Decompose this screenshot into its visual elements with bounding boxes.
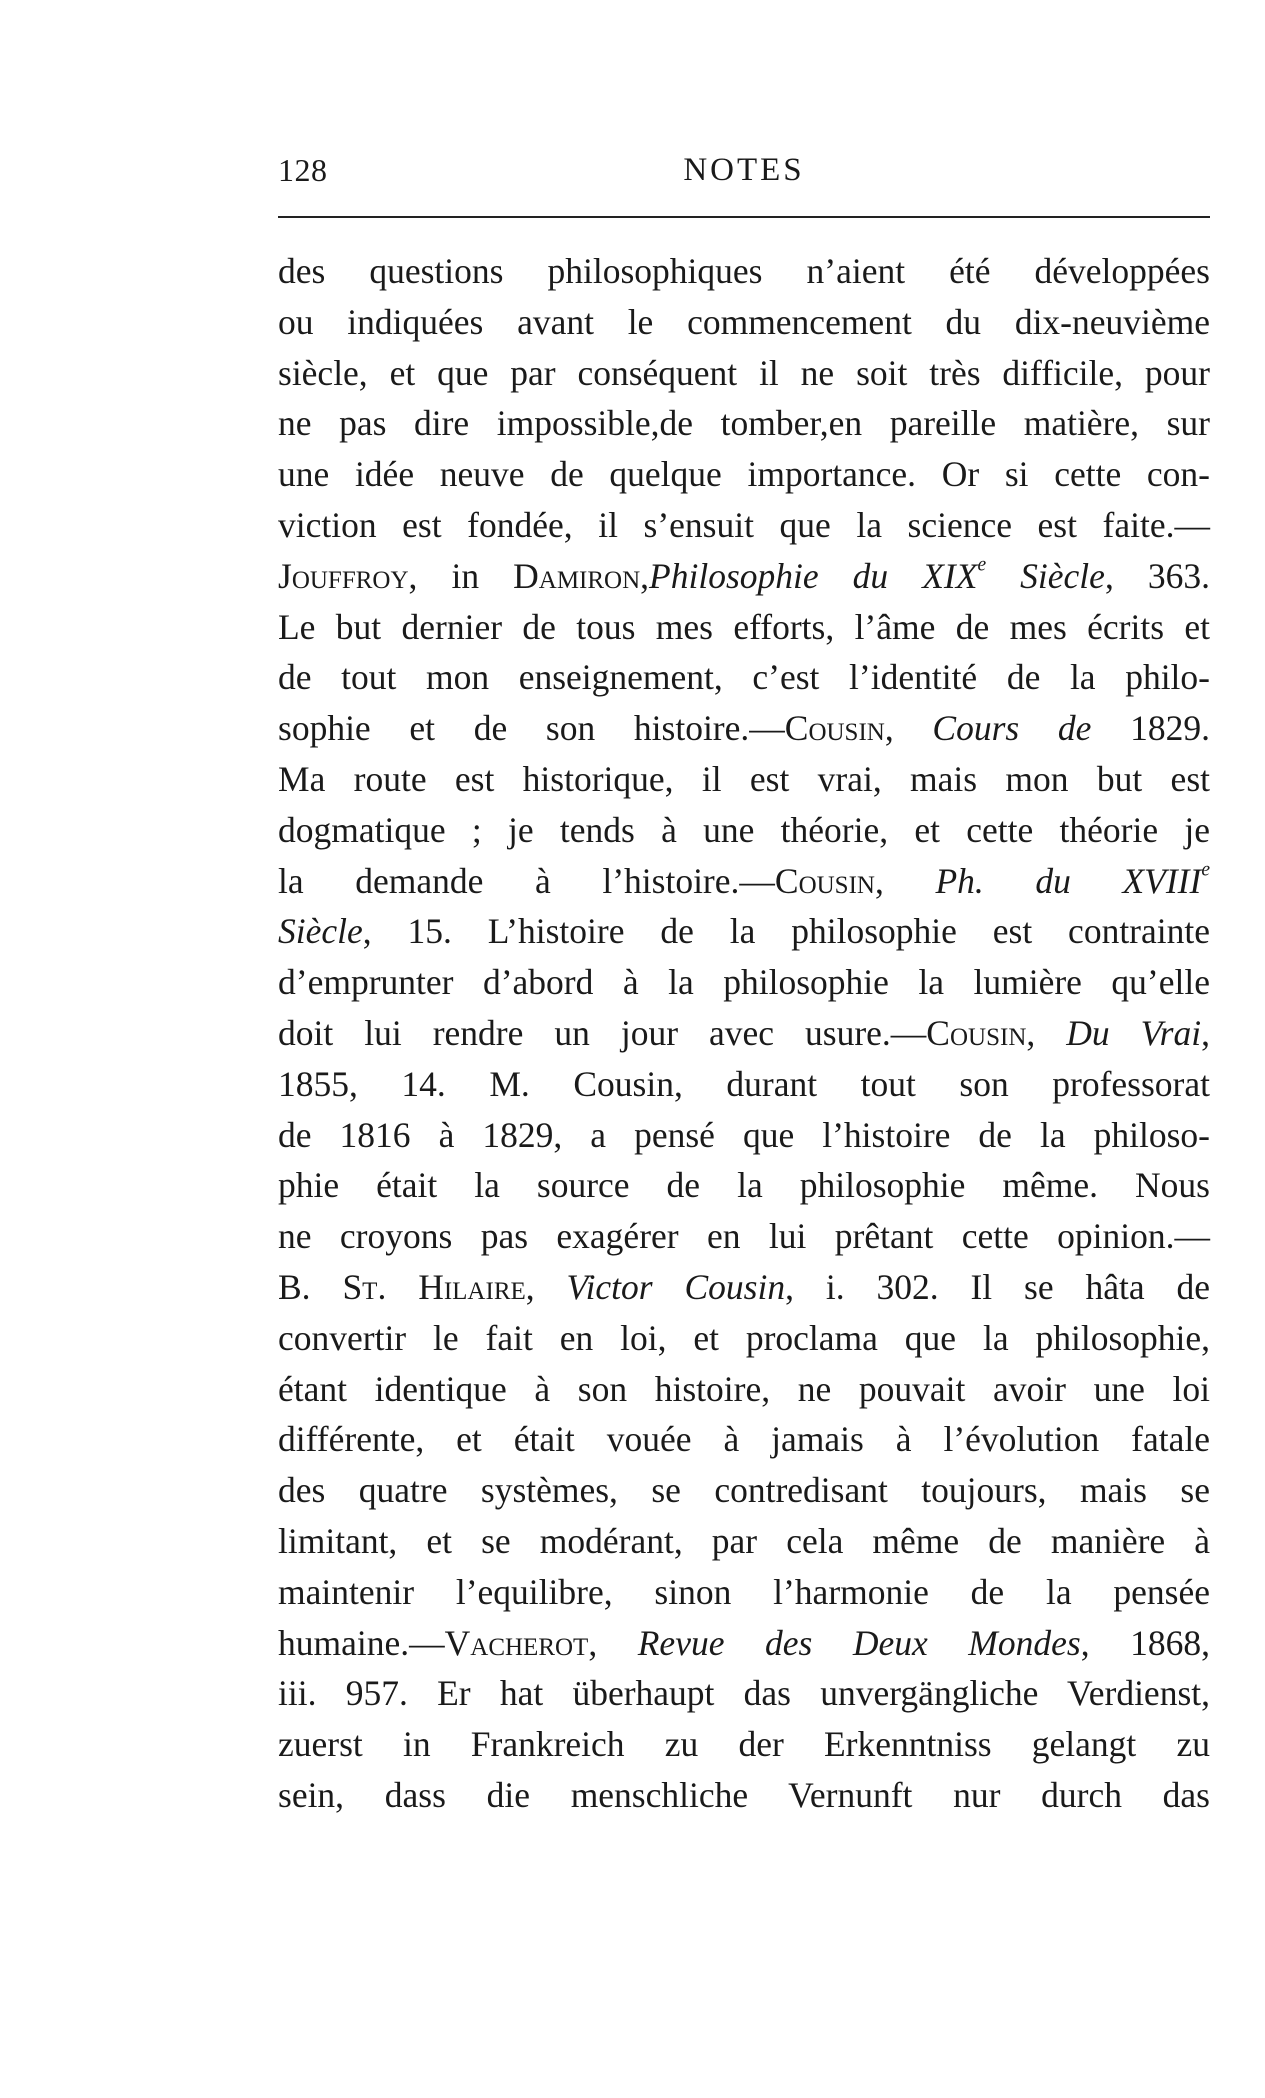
text-fragment: , [640,555,650,596]
text-fragment: , [588,1622,638,1663]
text-fragment: sophie et de son histoire.— [278,708,785,749]
text-line [278,1262,1210,1313]
text-line: siècle, et que par conséquent il ne soit très difficile, pour [278,352,1210,393]
text-fragment: , [874,860,936,901]
superscript: e [977,554,987,576]
running-head: NOTES [683,152,805,188]
work-title: Victor Cousin [566,1266,786,1307]
text-line [278,1618,1210,1669]
page-number: 128 [278,152,328,188]
text-line: différente, et était vouée à jamais à l’évolution fatale [278,1419,1210,1460]
work-title: Revue des Deux Mondes [637,1622,1081,1663]
author-name: Vacherot [444,1622,589,1663]
work-title: Siècle [278,911,363,952]
text-line: des quatre systèmes, se contredisant toujours, mais se [278,1470,1210,1511]
text-line: limitant, et se modérant, par cela même de manière à [278,1520,1210,1561]
text-line: zuerst in Frankreich zu der Erkenntniss gelangt zu [278,1724,1210,1765]
text-fragment: , 363. [1104,555,1210,596]
text-line [278,856,1210,907]
superscript: e [1201,859,1210,880]
author-name: Cousin [774,860,875,901]
text-line: phie était la source de la philosophie même. Nous [278,1165,1210,1206]
author-name: Cousin [926,1012,1027,1053]
text-line: des questions philosophiques n’aient été développées [278,251,1210,291]
text-line: maintenir l’equilibre, sinon l’harmonie de la pensée [278,1571,1210,1612]
text-line: une idée neuve de quelque importance. Or si cette con- [278,454,1210,495]
text-fragment: , [1201,1012,1210,1053]
work-title: Du Vrai [1066,1012,1202,1053]
text-fragment: , 1868, [1080,1622,1210,1663]
page-header [278,152,1210,204]
author-name: St. Hilaire [342,1266,526,1307]
header-rule [278,216,1210,218]
text-line: de tout mon enseignement, c’est l’identité de la philo- [278,657,1210,698]
text-line [278,551,1210,602]
text-fragment: , 15. L’histoire de la philosophie est contrainte [362,911,1210,952]
text-line: Le but dernier de tous mes efforts, l’âme de mes écrits et [278,606,1210,647]
text-line: viction est fondée, il s’ensuit que la science est faite.— [278,504,1210,545]
work-title: Siècle [986,555,1105,596]
text-line [278,906,1210,957]
text-fragment: , in [408,555,514,596]
text-fragment: , [525,1266,567,1307]
text-fragment: humaine.— [278,1622,445,1663]
text-line: d’emprunter d’abord à la philosophie la lumière qu’elle [278,962,1210,1003]
author-name: Cousin [784,708,885,749]
text-line: Ma route est historique, il est vrai, mais mon but est [278,758,1210,799]
text-line: ne croyons pas exagérer en lui prêtant cette opinion.— [278,1216,1210,1257]
text-fragment: doit lui rendre un jour avec usure.— [278,1012,927,1053]
author-name: Damiron [513,555,641,596]
text-line: ou indiquées avant le commencement du dix-neuvième [278,301,1210,342]
text-fragment: 1829. [1091,708,1211,749]
body-text [278,246,1210,1821]
text-fragment: , [884,708,933,749]
text-line: étant identique à son histoire, ne pouvait avoir une loi [278,1368,1210,1409]
text-line [278,1008,1210,1059]
text-fragment: B. [278,1266,343,1307]
text-line: iii. 957. Er hat überhaupt das unvergängliche Verdienst, [278,1673,1210,1714]
text-line: dogmatique ; je tends à une théorie, et cette théorie je [278,809,1210,850]
text-line: sein, dass die menschliche Vernunft nur durch das [278,1774,1210,1815]
work-title: Philosophie du XIX [649,555,978,596]
text-line [278,703,1210,754]
work-title: Cours de [932,708,1092,749]
text-line: ne pas dire impossible,de tomber,en pareille matière, sur [278,403,1210,444]
text-line: 1855, 14. M. Cousin, durant tout son professorat [278,1063,1210,1104]
text-fragment: , i. 302. Il se hâta de [785,1266,1210,1307]
author-name: Jouffroy [278,555,409,596]
text-line: de 1816 à 1829, a pensé que l’histoire de la philoso- [278,1114,1210,1155]
text-line: convertir le fait en loi, et proclama que la philosophie, [278,1317,1210,1358]
text-fragment: la demande à l’histoire.— [278,860,775,901]
work-title: Ph. du XVIII [935,860,1202,901]
text-fragment: , [1026,1012,1067,1053]
